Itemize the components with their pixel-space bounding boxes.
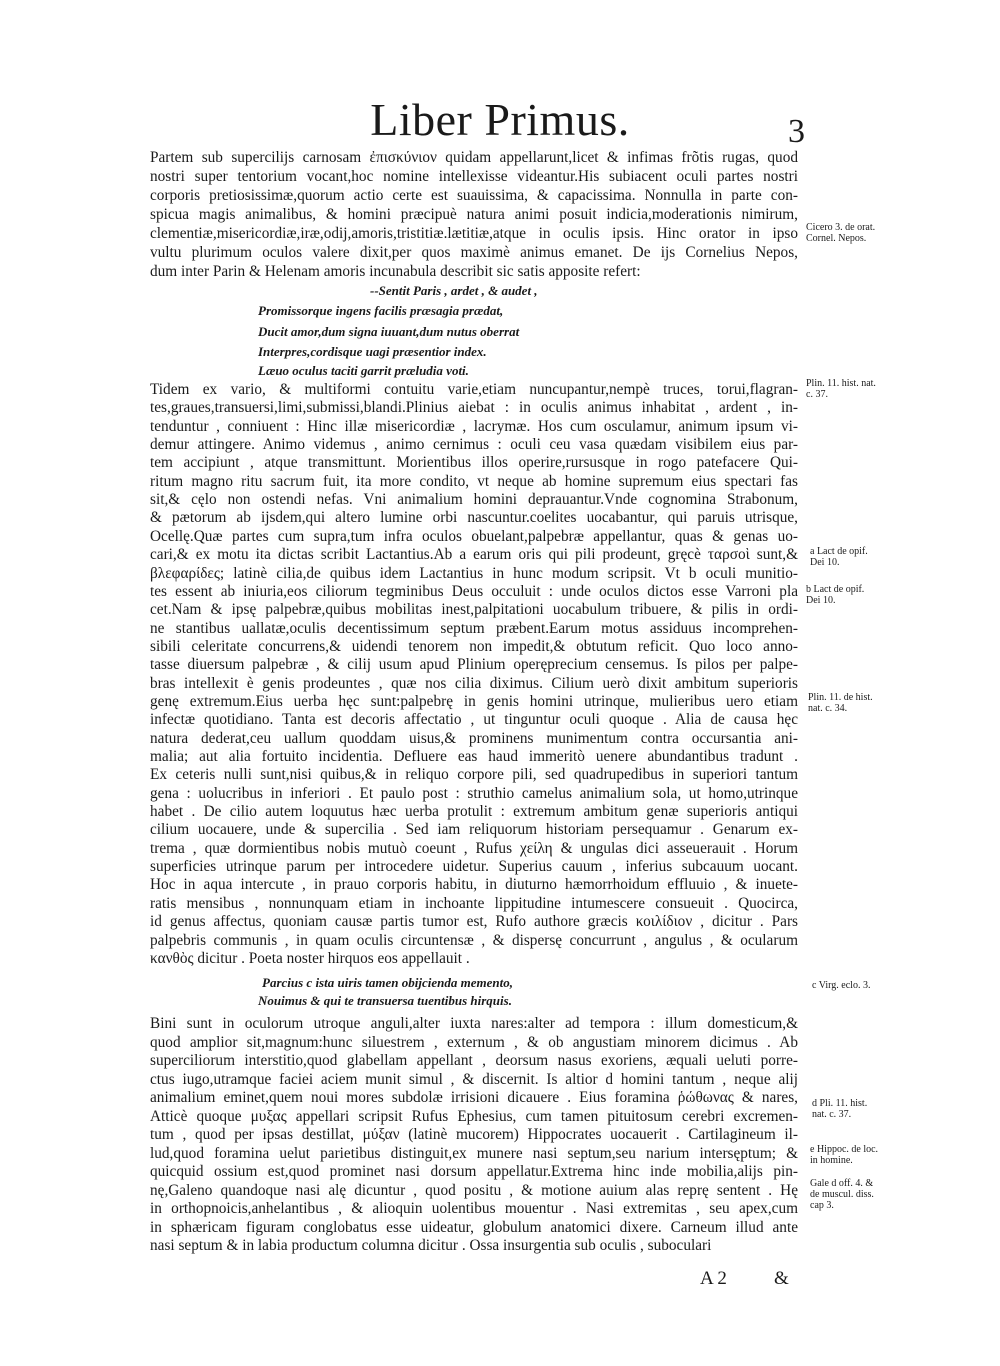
text-line: cet.Nam & ipsę palpebræ,quibus mobilitas inest,palpitationi uocabulum tribuere, & pilis in ordi- xyxy=(150,601,798,619)
text-line: ratis mensibus , nonnunquam etiam in inchoante lippitudine intumescere consueuit . Quocirca, xyxy=(150,894,798,912)
text-line: gena : uolucribus in inferiori . Et paulo post : struthio camelus animalium sola, ut homo,utrinque xyxy=(150,784,798,802)
text-line: Ex ceteris nulli sunt,nisi quibus,& in reliquo corpore pili, sed quadrupedibus in superiori tantum xyxy=(150,766,798,784)
margin-note: b Lact de opif. Dei 10. xyxy=(806,584,865,606)
text-line: Bini sunt in oculorum utroque anguli,alter iuxta nares:alter ad tempora : illum domesticum,& xyxy=(150,1015,798,1032)
text-line: sit,& cęlo non ostendi nefas. Vni animalium homini deprauantur.Vnde cognomina Strabonum, xyxy=(150,491,798,509)
text-line: natura dederat,ceu uallum quoddam uisus,& prominens munimentum contra occursantia ani- xyxy=(150,729,798,747)
text-line: tasse diuersum palpebræ , & cilij usum apud Plinium operęprecium censemus. Is pilos per palpe- xyxy=(150,656,798,674)
text-line: Partem sub supercilijs carnosam ἐπισκύνιον quidam appellarunt,licet & infimas frõtis rugas, quod xyxy=(150,149,798,166)
text-line: ne stantibus uallatæ,oculis decentissimum septum præbent.Earum motus assiduus incomprehen- xyxy=(150,619,798,637)
verse-line: Promissorque ingens facilis præsagia prædat, xyxy=(258,303,504,318)
text-line: nasi septum & in labia productum columna dicitur . Ossa insurgentia sub oculis , suboculari xyxy=(150,1237,712,1254)
page-title: Liber Primus. xyxy=(370,94,630,145)
margin-note: a Lact de opif. Dei 10. xyxy=(810,546,868,568)
text-line: ctus iugo,utramque faciei aciem munit simul , & discernit. Is altior d homini tantum , neque alij xyxy=(150,1070,798,1088)
text-line: κανθὸς dicitur . Poeta noster hirquos eos appellauit . xyxy=(150,949,470,967)
margin-note: e Hippoc. de loc. in homine. xyxy=(810,1144,879,1166)
margin-note: Gale d off. 4. & de muscul. diss. cap 3. xyxy=(810,1178,874,1211)
text-line: dum inter Parin & Helenam amoris incunabula describit sic satis apposite refert: xyxy=(150,263,641,280)
text-line: lud,quod foramina uelut parietibus distinguit,ex munere nasi septum,seu narium intersęptum; & xyxy=(150,1144,798,1162)
text-line: spicua magis animalibus, & homini præcipuè natura animi posuit indicia,moderationis nimirum, xyxy=(150,206,798,223)
text-line: demur attingere. Animo videmus , animo cernimus : oculi ceu vasa quædam visibilem eius par- xyxy=(150,436,798,454)
text-line: & pætorum ab ijsdem,qui altero lumine orbi nascuntur.coelites uocabantur, qui paruis utrisque, xyxy=(150,509,798,527)
text-line: quicquid ossium est,quod prominet nasi dorsum appellatur.Extrema hinc inde mobilia,alijs pin- xyxy=(150,1163,798,1180)
signature-mark: A 2 xyxy=(700,1268,727,1289)
text-line: tum , quod per ipsas destillat, μύξαν (latinè mucorem) Hippocrates uocauerit . Cartilagineum il- xyxy=(150,1126,798,1143)
text-line: habet . De cilio autem loquutus hæc uerba protulit : extremum ambitum genæ superioris antiqui xyxy=(150,803,798,821)
verse-line: Interpres,cordisque uagi præsentior index. xyxy=(258,344,487,359)
text-line: id genus affectus, quoniam causæ partis tumor est, Rufo authore græcis κοιλίδιον , dicitur . Pars xyxy=(150,913,798,931)
text-line: ritum magno ritu sacrum fuit, ita more condito, vt neque ab homine supremum eius spectari fas xyxy=(150,472,798,490)
text-line: trema , quæ dormientibus nobis mutuò coeunt , Rufus χείλη & ungulas dici asseuerauit . Horum xyxy=(150,839,798,857)
text-line: cilium uocauere, unde & supercilia . Sed iam reliquorum historiam persequamur . Genarum ex- xyxy=(150,821,798,839)
text-line: infectæ quotidiano. Tanta est decoris affectatio , ut tinguntur oculi quoque . Alia de causa hęc xyxy=(150,711,798,729)
text-line: bras intellexit è genis prodeuntes , quæ nos cilia diximus. Cilium uerò dixit ambitum superioris xyxy=(150,674,798,692)
text-line: in sphæricam figuram conglobatus esse uideatur, globulum anatomici dixere. Carneum illud ante xyxy=(150,1218,798,1236)
text-line: genę extremum.Eius uerba hęc sunt:palpebrę in genis homini utrinque, mulieribus uero etiam xyxy=(150,692,798,710)
text-line: vultu plurimum oculos valere dixit,per quos maximè animus emanet. De ijs Cornelius Nepos, xyxy=(150,244,798,261)
text-line: nę,Galeno quandoque nasi alę dicuntur , quod positu , & motione auium alas reprę sentent . Hę xyxy=(150,1181,798,1199)
verse-line: --Sentit Paris , ardet , & audet , xyxy=(370,283,538,298)
margin-note: Plin. 11. hist. nat. c. 37. xyxy=(806,378,876,400)
margin-note: Plin. 11. de hist. nat. c. 34. xyxy=(808,692,873,714)
text-line: quod amplior sit,magnum:hunc siluestrem , externum , & ob angustiam minorem dicimus . Ab xyxy=(150,1033,798,1051)
verse-line: Nouimus & qui te transuersa tuentibus hirquis. xyxy=(258,993,512,1008)
text-line: superciliorum interstitio,quod glabellam appellant , deorsum nasus exoriens, æquali ueluti porre- xyxy=(150,1052,798,1069)
text-line: Ocellę.Quæ partes cum supra,tum infra oculos obuelant,palpebræ appellantur, quas & genas uo- xyxy=(150,527,798,545)
verse-line: Parcius c ista uiris tamen obijcienda memento, xyxy=(262,975,513,990)
text-line: Atticè quoque μυξας appellari scripsit Rufus Ephesius, cum tamen pituitosum cerebri excremen- xyxy=(150,1107,798,1125)
text-line: in orthopnoicis,anhelantibus , & alioquin uolentibus mouentur . Nasi extremitas , seu apex,cum xyxy=(150,1200,798,1217)
text-line: sibili celeritate concurrens,& uidendi tenorem non impedit,& obtutum reficit. Quo loco anno- xyxy=(150,637,798,655)
text-line: corporis pretiosissimæ,quorum actio certe est suauissima, & capacissima. Nonnulla in parte con- xyxy=(150,187,798,204)
margin-note: Cicero 3. de orat. Cornel. Nepos. xyxy=(806,222,876,244)
text-line: palpebris communis , in quam oculis circuntensæ , & dispersę concurrunt , angulus , & ocularum xyxy=(150,931,798,949)
catchword: & xyxy=(774,1268,789,1289)
text-line: tem accipiunt , atque transmittunt. Morientibus illos operire,rursusque in rogo patefacere Qui- xyxy=(150,454,798,472)
margin-note: d Pli. 11. hist. nat. c. 37. xyxy=(812,1098,868,1120)
text-line: malia; aut alia fortuito incidentia. Defluere eas haud immeritò uenere abundantibus tradunt . xyxy=(150,748,798,765)
verse-line: Læuo oculus taciti garrit præludia voti. xyxy=(258,363,469,378)
verse-line: Ducit amor,dum signa iuuant,dum nutus oberrat xyxy=(258,324,520,339)
text-line: Tidem ex vario, & multiformi contuitu varie,etiam nuncupantur,nempè truces, torui,flagran- xyxy=(150,381,798,398)
text-line: cari,& ex motu ita dictas scribit Lactantius.Ab a earum oris qui pili prodeunt, gręcè ταρσοὶ sunt,& xyxy=(150,546,798,564)
text-line: animalium eminet,quem noui mores subdolæ irrisioni dicauere . Eius foramina ῥώθωνας & nares, xyxy=(150,1089,798,1106)
text-line: tes,graues,transuersi,limi,submissi,blandi.Plinius aiebat : in oculis animus inhabitat , ardent , in- xyxy=(150,399,798,417)
margin-note: c Virg. eclo. 3. xyxy=(812,980,871,991)
text-line: nostri super tentorium vocant,hoc nomine intellexisse videantur.His subiacent oculi partes nostri xyxy=(150,168,798,185)
text-line: tes essent ab iniuria,eos ciliorum tegminibus Deus occuluit : unde oculos dictos esse Varroni pla xyxy=(150,582,798,600)
text-line: βλεφαρίδες; latinè cilia,de quibus idem Lactantius in hunc modum scripsit. Vt b oculi munitio- xyxy=(150,564,798,582)
text-line: superficies utrinque parum per introcedere uidetur. Superius cauum , inferius subcauum uocant. xyxy=(150,858,798,876)
page-number: 3 xyxy=(788,113,805,150)
text-line: tenduntur , conniuent : Hinc illæ misericordiæ , lacrymæ. Hos cum osculamur, animum ipsum vi- xyxy=(150,417,798,435)
text-line: Hoc in aqua intercute , in prauo corporis habitu, in diuturno hæmorrhoidum effluuio , & inuete- xyxy=(150,876,798,894)
text-line: clementiæ,misericordiæ,iræ,odij,amoris,tristitiæ.lætitiæ,atque in oculis ipsis. Hinc orator in ipso xyxy=(150,225,798,242)
